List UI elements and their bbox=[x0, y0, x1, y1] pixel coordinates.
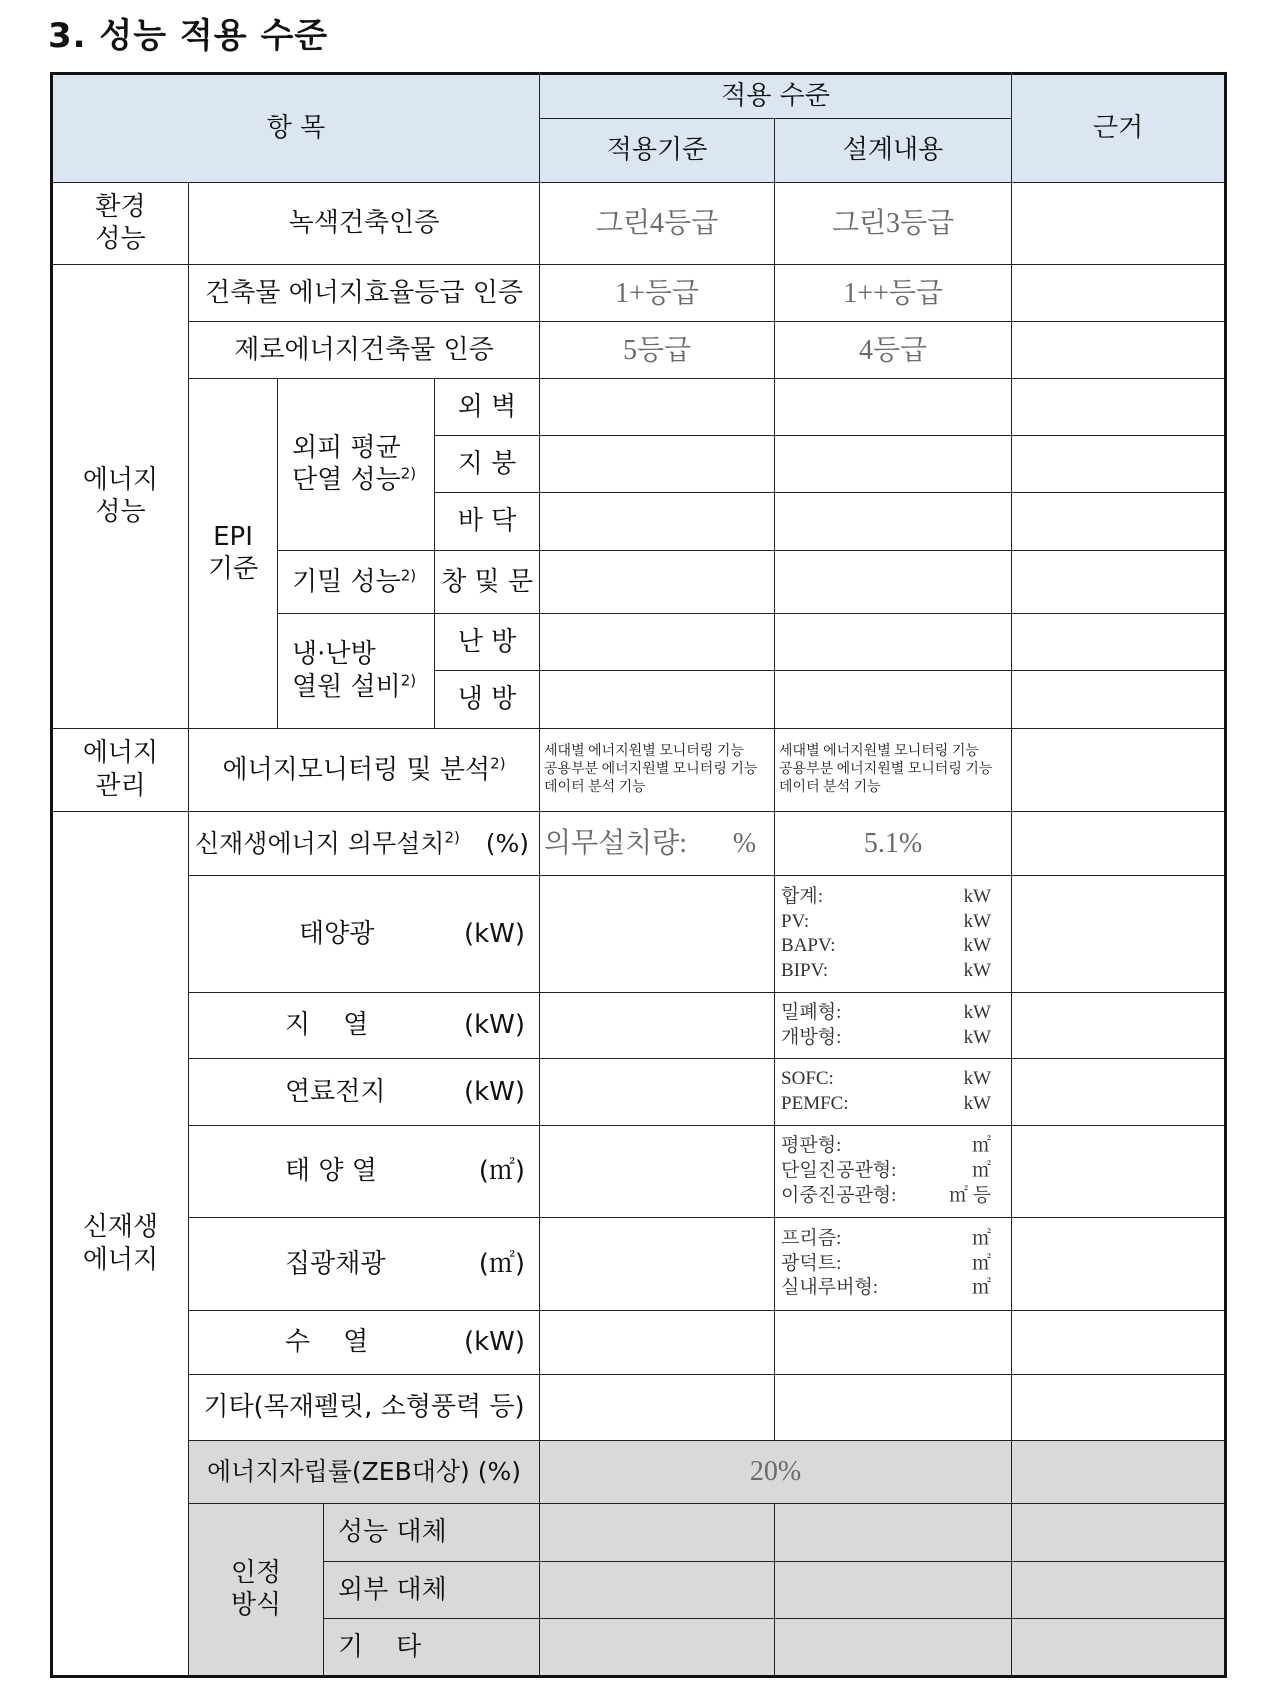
windows-design bbox=[775, 550, 1012, 613]
etc-label: 기 타 bbox=[324, 1619, 540, 1677]
monitoring-basis bbox=[1012, 728, 1226, 811]
header-item: 항 목 bbox=[52, 74, 540, 183]
geothermal-basis bbox=[1012, 993, 1226, 1059]
solar-pv-label: 태양광 (kW) bbox=[189, 876, 540, 993]
performance-table bbox=[50, 72, 1227, 1678]
mandatory-basis bbox=[1012, 812, 1226, 876]
solar-thermal-line: 단일진공관형: ㎡ bbox=[781, 1160, 992, 1182]
roof-standard bbox=[540, 435, 775, 492]
efficiency-design: 1++등급 bbox=[775, 265, 1012, 322]
fuel-cell-label: 연료전지 (kW) bbox=[189, 1059, 540, 1125]
geothermal-label: 지 열 (kW) bbox=[189, 993, 540, 1059]
hydrothermal-standard bbox=[540, 1310, 775, 1374]
zero-basis bbox=[1012, 322, 1226, 378]
envelope-label: 외피 평균 단열 성능$^{2)}$ bbox=[278, 378, 435, 550]
fuel-cell-standard bbox=[540, 1059, 775, 1125]
floor-label: 바 닥 bbox=[435, 493, 540, 550]
solar-pv-standard bbox=[540, 876, 775, 993]
heating-design bbox=[775, 613, 1012, 670]
cooling-label: 냉 방 bbox=[435, 671, 540, 728]
solar-thermal-line: 평판형: ㎡ bbox=[781, 1135, 992, 1157]
cooling-standard bbox=[540, 671, 775, 728]
fuel-cell-design bbox=[775, 1059, 1012, 1125]
solar-thermal-line: 이중진공관형: ㎡ 등 bbox=[781, 1184, 992, 1206]
wall-design bbox=[775, 378, 1012, 435]
etc-standard bbox=[540, 1619, 775, 1677]
solar-pv-basis bbox=[1012, 876, 1226, 993]
floor-standard bbox=[540, 493, 775, 550]
fuel-cell-basis bbox=[1012, 1059, 1226, 1125]
windows-basis bbox=[1012, 550, 1226, 613]
perf-replace-design bbox=[775, 1503, 1012, 1561]
roof-basis bbox=[1012, 435, 1226, 492]
geothermal-line: 개방형: kW bbox=[781, 1026, 992, 1048]
efficiency-cert-label: 건축물 에너지효율등급 인증 bbox=[189, 265, 540, 322]
green-standard: 그린4등급 bbox=[540, 182, 775, 264]
green-design: 그린3등급 bbox=[775, 182, 1012, 264]
perf-replace-label: 성능 대체 bbox=[324, 1503, 540, 1561]
solar-thermal-standard bbox=[540, 1125, 775, 1218]
header-design-content: 설계내용 bbox=[775, 119, 1012, 182]
other-renew-standard bbox=[540, 1375, 775, 1440]
solar-pv-line: BIPV: kW bbox=[781, 959, 992, 981]
green-basis bbox=[1012, 182, 1226, 264]
daylighting-line: 실내루버형: ㎡ bbox=[781, 1277, 992, 1299]
heating-standard bbox=[540, 613, 775, 670]
header-basis: 근거 bbox=[1012, 74, 1226, 183]
wall-label: 외 벽 bbox=[435, 378, 540, 435]
header-applied-level: 적용 수준 bbox=[540, 74, 1012, 119]
monitoring-label: 에너지모니터링 및 분석$^{2)}$ bbox=[189, 728, 540, 811]
other-renew-label: 기타(목재펠릿, 소형풍력 등) bbox=[189, 1375, 540, 1440]
daylighting-basis bbox=[1012, 1218, 1226, 1311]
daylighting-line: 광덕트: ㎡ bbox=[781, 1252, 992, 1274]
zero-design: 4등급 bbox=[775, 322, 1012, 378]
wall-basis bbox=[1012, 378, 1226, 435]
renew-category: 신재생 에너지 bbox=[52, 812, 189, 1677]
solar-thermal-basis bbox=[1012, 1125, 1226, 1218]
ext-replace-standard bbox=[540, 1562, 775, 1619]
ext-replace-label: 외부 대체 bbox=[324, 1562, 540, 1619]
hydrothermal-basis bbox=[1012, 1310, 1226, 1374]
green-cert-label: 녹색건축인증 bbox=[189, 182, 540, 264]
efficiency-standard: 1+등급 bbox=[540, 265, 775, 322]
zero-standard: 5등급 bbox=[540, 322, 775, 378]
mgmt-category: 에너지 관리 bbox=[52, 728, 189, 811]
daylighting-line: 프리즘: ㎡ bbox=[781, 1227, 992, 1249]
other-renew-design bbox=[775, 1375, 1012, 1440]
other-renew-basis bbox=[1012, 1375, 1226, 1440]
mandatory-standard: 의무설치량: % bbox=[540, 812, 775, 876]
env-category: 환경 성능 bbox=[52, 182, 189, 264]
etc-design bbox=[775, 1619, 1012, 1677]
heating-label: 난 방 bbox=[435, 613, 540, 670]
monitoring-design: 세대별 에너지원별 모니터링 기능 공용부분 에너지원별 모니터링 기능 데이터 분석 기능 bbox=[775, 728, 1012, 811]
wall-standard bbox=[540, 378, 775, 435]
mandatory-design: 5.1% bbox=[775, 812, 1012, 876]
solar-pv-line: 합계: kW bbox=[781, 885, 992, 907]
geothermal-standard bbox=[540, 993, 775, 1059]
energy-category: 에너지 성능 bbox=[52, 265, 189, 729]
windows-standard bbox=[540, 550, 775, 613]
etc-basis bbox=[1012, 1619, 1226, 1677]
daylighting-standard bbox=[540, 1218, 775, 1311]
ext-replace-basis bbox=[1012, 1562, 1226, 1619]
efficiency-basis bbox=[1012, 265, 1226, 322]
geothermal-line: 밀폐형: kW bbox=[781, 1002, 992, 1024]
daylighting-label: 집광채광 (㎡) bbox=[189, 1218, 540, 1311]
epi-label: EPI 기준 bbox=[189, 378, 278, 728]
floor-basis bbox=[1012, 493, 1226, 550]
fuel-cell-line: PEMFC: kW bbox=[781, 1093, 992, 1115]
solar-pv-line: BAPV: kW bbox=[781, 935, 992, 957]
daylighting-design bbox=[775, 1218, 1012, 1311]
hydrothermal-label: 수 열 (kW) bbox=[189, 1310, 540, 1374]
monitoring-standard: 세대별 에너지원별 모니터링 기능 공용부분 에너지원별 모니터링 기능 데이터 분석 기능 bbox=[540, 728, 775, 811]
zeb-rate-value: 20% bbox=[540, 1440, 1012, 1503]
solar-pv-line: PV: kW bbox=[781, 910, 992, 932]
zeb-rate-basis bbox=[1012, 1440, 1226, 1503]
roof-label: 지 붕 bbox=[435, 435, 540, 492]
heating-basis bbox=[1012, 613, 1226, 670]
header-applied-standard: 적용기준 bbox=[540, 119, 775, 182]
zeb-rate-label: 에너지자립률(ZEB대상) (%) bbox=[189, 1440, 540, 1503]
fuel-cell-line: SOFC: kW bbox=[781, 1068, 992, 1090]
solar-thermal-label: 태 양 열 (㎡) bbox=[189, 1125, 540, 1218]
roof-design bbox=[775, 435, 1012, 492]
perf-replace-basis bbox=[1012, 1503, 1226, 1561]
hvac-label: 냉·난방 열원 설비$^{2)}$ bbox=[278, 613, 435, 728]
mandatory-label: 신재생에너지 의무설치$^{2)}$ (%) bbox=[189, 812, 540, 876]
geothermal-design bbox=[775, 993, 1012, 1059]
hydrothermal-design bbox=[775, 1310, 1012, 1374]
cooling-basis bbox=[1012, 671, 1226, 728]
floor-design bbox=[775, 493, 1012, 550]
perf-replace-standard bbox=[540, 1503, 775, 1561]
ext-replace-design bbox=[775, 1562, 1012, 1619]
zero-cert-label: 제로에너지건축물 인증 bbox=[189, 322, 540, 378]
solar-thermal-design bbox=[775, 1125, 1012, 1218]
page-title: 3. 성능 적용 수준 bbox=[48, 16, 329, 56]
cert-method-label: 인정 방식 bbox=[189, 1503, 324, 1676]
airtight-label: 기밀 성능$^{2)}$ bbox=[278, 550, 435, 613]
windows-label: 창 및 문 bbox=[435, 550, 540, 613]
solar-pv-design bbox=[775, 876, 1012, 993]
cooling-design bbox=[775, 671, 1012, 728]
